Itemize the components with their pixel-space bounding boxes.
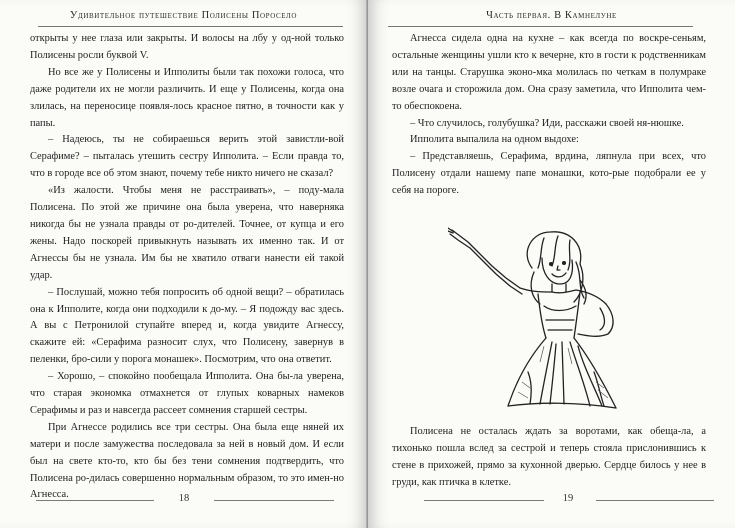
- left-running-head: Удивительное путешествие Полисены Поросело: [69, 10, 298, 21]
- folio-rule: [214, 500, 334, 501]
- paragraph: – Представляешь, Серафима, врдина, ляпнула при всех, что Полисену отдали нашему папе монашки, кото-рые подобрали ее у себя на пороге.: [392, 151, 706, 197]
- paragraph: Агнесса сидела одна на кухне – как всегда по воскре-сеньям, остальные женщины ушли кто к вечерне, кто в гости к родственникам или на танцы. Старушка эконо-мка молилась по четкам в полумраке возле очага и сторожила дом. Она сразу заметила, что Ипполита чем-то обеспокоена.: [392, 33, 706, 112]
- paragraph: – Что случилось, голубушка? Иди, расскажи своей ня-нюшке.: [410, 117, 684, 129]
- paragraph: – Хорошо, – спокойно пообещала Ипполита. Она бы-ла уверена, что старая экономка отмахнется от глупых коварных намеков Серафимы и раз и навсегда рассеет сомнения старшей сестры.: [30, 371, 344, 416]
- paragraph: открыты у нее глаза или закрыты. И волосы на лбу у од-ной только Полисены росли буквой V.: [30, 33, 344, 61]
- left-folio: [0, 493, 367, 507]
- paragraph: При Агнессе родились все три сестры. Она была еще няней их матери и после замужества последовала за ней в новый дом. И если был на свете кто-то, кто бы без тени сомнения подтвердить, что Полисена ро-дилась совершенно нормальным образом, то это имен-но Агнесса.: [30, 421, 344, 501]
- paragraph: Ипполита выпалила на одном выдохе:: [410, 134, 579, 146]
- paragraph: Но все же у Полисены и Ипполиты были так похожи голоса, что даже родители их не могли различить. И еще у Полисены, когда она злилась, на переносице появля-лось красное пятно, в точности как у папы.: [30, 66, 344, 129]
- right-page-body-top: [392, 31, 706, 200]
- paragraph: «Из жалости. Чтобы меня не расстраивать», – поду-мала Полисена. По этой же причине она была уверена, что наверняка никогда бы не узнала правды от ро-дителей. Точнее, от купца и его жены. Надо поскорей привыкнуть называть их именно так. И от Агнессы бы не узнала. Им бы не хватило отваги нанести ей такой удар.: [30, 185, 344, 281]
- paragraph: – Надеюсь, ты не собираешься верить этой завистли-вой Серафиме? – пыталась утешить сестру Ипполита. – Если правда то, что в городе все об этом знают, почему тебе никто ничего не сказал?: [30, 134, 344, 180]
- left-page-number: 18: [178, 493, 190, 504]
- right-running-head: Часть первая. В Камнелуне: [486, 10, 617, 21]
- folio-rule: [596, 500, 714, 501]
- right-page-number: 19: [562, 493, 574, 504]
- left-page: [0, 0, 367, 528]
- right-head-rule: [388, 26, 693, 27]
- paragraph: – Послушай, можно тебя попросить об одной вещи? – обратилась она к Ипполите, когда они подходили к до-му. – Я подожду вас здесь. А вы с Петронилой ступайте вперед и, когда увидите Агнессу, скажите ей: «Серафима разносит слух, что Полисену, завернув в пеленки, бро-сили у порога монашек». Посмотрим, что она ответит.: [30, 286, 344, 366]
- paragraph: Полисена не осталась ждать за воротами, как обеща-ла, а тихонько пошла вслед за сестрой и теперь стояла прислонившись к стене в прихожей, прямо за кухонной дверью. Сердце билось у нее в груди, как птичка в клетке.: [392, 426, 706, 488]
- girl-illustration: [448, 222, 668, 412]
- left-page-body: [30, 31, 344, 504]
- right-page-body-bottom: [392, 424, 706, 492]
- left-head-rule: [38, 26, 343, 27]
- folio-rule: [424, 500, 544, 501]
- folio-rule: [36, 500, 154, 501]
- right-page: [368, 0, 735, 528]
- right-folio: [368, 493, 735, 507]
